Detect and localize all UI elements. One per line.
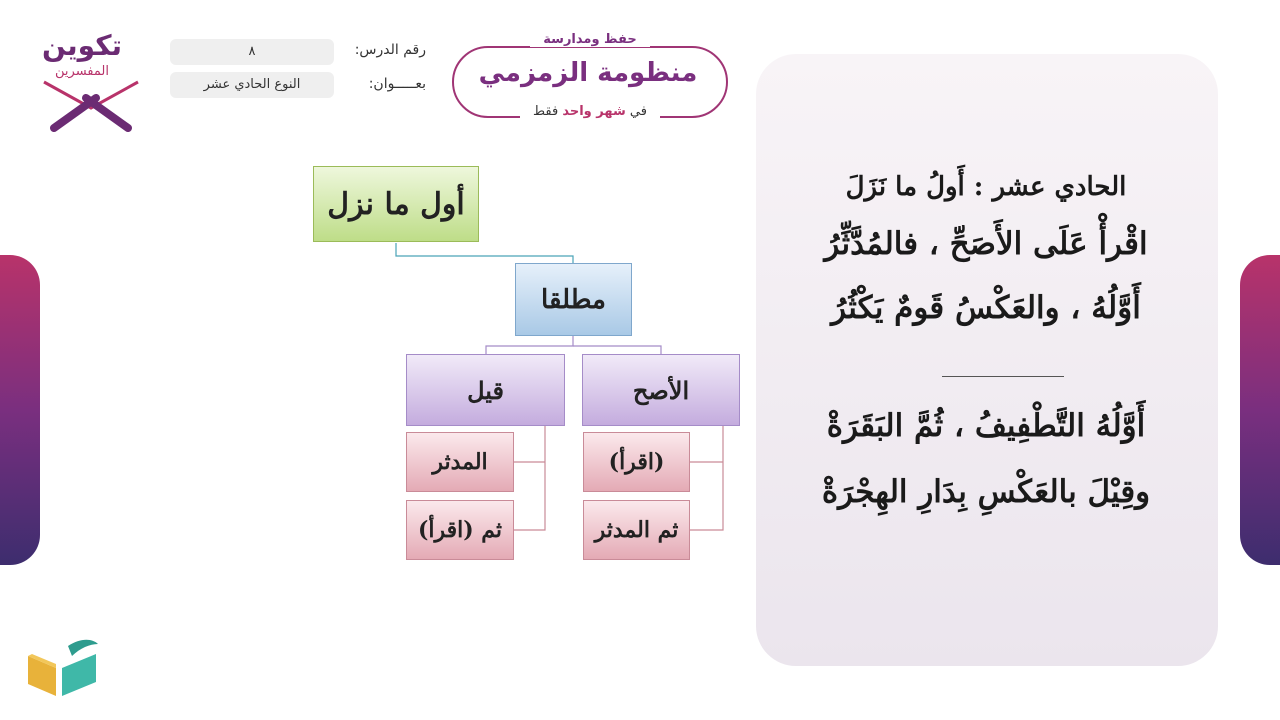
logo-title: تكوين — [41, 29, 123, 62]
verse-line-4: وقِيْلَ بالعَكْسِ بِدَارِ الهِجْرَةْ — [821, 474, 1151, 510]
verse-line-3: أَوَّلُهُ التَّطْفِيفُ ، ثُمَّ البَقَرَةْ — [826, 408, 1146, 444]
lesson-title-value: النوع الحادي عشر — [170, 72, 334, 98]
diagram-left-item-1: المدثر — [406, 432, 514, 492]
logo-subtitle: المفسرين — [55, 64, 109, 79]
badge-bottom-prefix: في — [629, 104, 647, 119]
brand-book-icon — [22, 628, 102, 700]
verse-card — [756, 54, 1218, 666]
badge-title: منظومة الزمزمي — [478, 58, 698, 88]
diagram-left-item-2: ثم (اقرأ) — [406, 500, 514, 560]
verse-heading: الحادي عشر : أَولُ ما نَزَلَ — [845, 172, 1127, 202]
diagram-right-item-2: ثم المدثر — [583, 500, 690, 560]
diagram-right-item-1: (اقرأ) — [583, 432, 690, 492]
diagram-level1-box: مطلقا — [515, 263, 632, 336]
badge-bottom-highlight: شهر واحد — [562, 104, 626, 119]
diagram-left-branch-box: قيل — [406, 354, 565, 426]
diagram-root-box: أول ما نزل — [313, 166, 479, 242]
verse-line-1: اقْرأْ عَلَى الأَصَحِّ ، فالمُدَّثِّرُ — [824, 226, 1148, 262]
lesson-title-label: بعـــــوان: — [368, 76, 426, 92]
lesson-number-label: رقم الدرس: — [354, 42, 426, 58]
badge-top-text: حفظ ومدارسة — [530, 32, 650, 47]
lesson-number-value: ٨ — [170, 39, 334, 65]
diagram-right-branch-box: الأصح — [582, 354, 740, 426]
verse-line-2: أَوَّلُهُ ، والعَكْسُ قَومٌ يَكْثُرُ — [831, 290, 1141, 326]
badge-bottom-suffix: فقط — [533, 104, 559, 119]
verse-separator — [942, 376, 1064, 377]
